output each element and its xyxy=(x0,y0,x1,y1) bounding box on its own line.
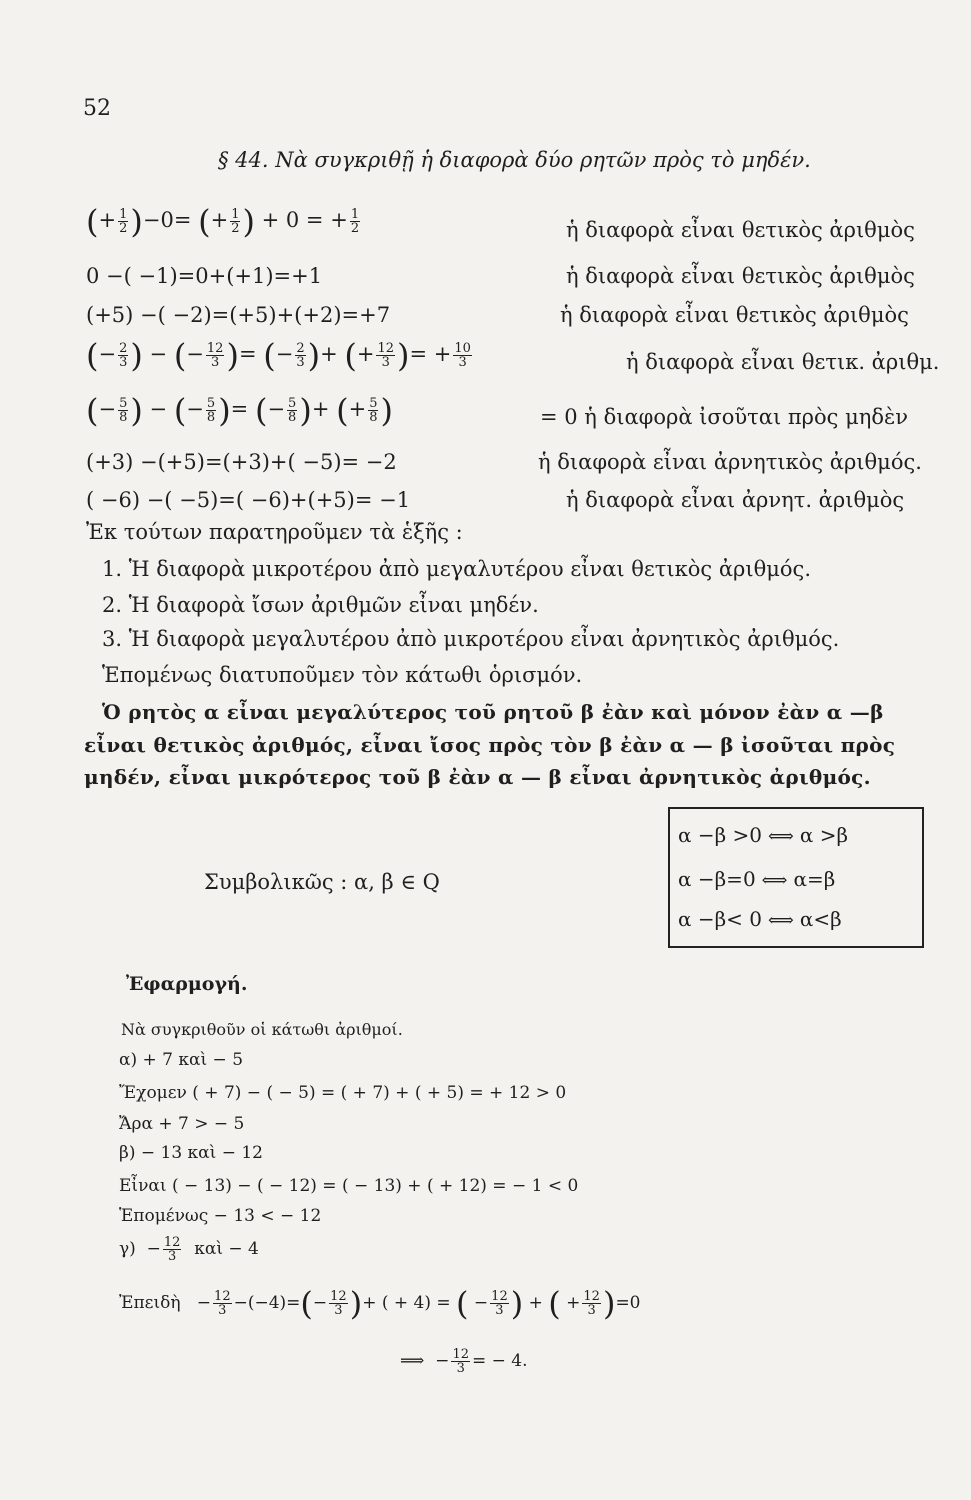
equation-row-2: 0 −( −1)=0+(+1)=+1 xyxy=(86,264,323,288)
example-c-line-3: ⟹ − $\frac{12}{3}$ = − 4. xyxy=(400,1347,528,1376)
application-intro: Νὰ συγκριθοῦν οἱ κάτωθι ἀριθμοί. xyxy=(121,1020,403,1039)
equation-row-4: (− $\frac{2}{3}$ ) − (− $\frac{12}{3}$ )= (− $\frac{2}{3}$ )+ (+ $\frac{12}{3}$ )= + $\frac{10}{3}$ xyxy=(86,336,471,375)
row-3-conclusion: ἡ διαφορὰ εἶναι θετικὸς ἀριθμὸς xyxy=(560,303,909,327)
implies-arrow-icon: ⟹ xyxy=(400,1351,425,1371)
example-c-label: γ) xyxy=(119,1239,136,1259)
application-title: Ἐφαρμογή. xyxy=(126,973,248,995)
equation-row-7: ( −6) −( −5)=( −6)+(+5)= −1 xyxy=(86,488,411,512)
box-row-3-left: α −β< 0 xyxy=(678,907,763,931)
box-row-1-right: α >β xyxy=(799,823,849,847)
example-b-line-2: Εἶναι ( − 13) − ( − 12) = ( − 13) + ( + 12) = − 1 < 0 xyxy=(119,1176,579,1196)
row-5-conclusion: = 0 ἡ διαφορὰ ἰσοῦται πρὸς μηδὲν xyxy=(540,405,908,429)
row-1-conclusion: ἡ διαφορὰ εἶναι θετικὸς ἀριθμὸς xyxy=(566,218,915,242)
row-2-conclusion: ἡ διαφορὰ εἶναι θετικὸς ἀριθμὸς xyxy=(566,264,915,288)
example-c-and: καὶ − 4 xyxy=(194,1239,259,1259)
symbolic-label: Συμβολικῶς : α, β ∈ Q xyxy=(204,870,440,894)
example-b-line-1: β) − 13 καὶ − 12 xyxy=(119,1143,264,1163)
box-row-1 xyxy=(678,823,848,847)
box-row-3-right: α<β xyxy=(799,907,842,931)
equation-row-6: (+3) −(+5)=(+3)+( −5)= −2 xyxy=(86,450,397,474)
definition-line-1: Ὁ ρητὸς α εἶναι μεγαλύτερος τοῦ ρητοῦ β ἐὰν καὶ μόνον ἐὰν α —β xyxy=(102,700,884,724)
row-7-conclusion: ἡ διαφορὰ εἶναι ἀρνητ. ἀριθμὸς xyxy=(566,488,905,512)
row-6-conclusion: ἡ διαφορὰ εἶναι ἀρνητικὸς ἀριθμός. xyxy=(538,450,922,474)
definition-line-2: εἶναι θετικὸς ἀριθμός, εἶναι ἴσος πρὸς τὸν β ἐὰν α — β ἰσοῦται πρὸς xyxy=(84,733,896,757)
box-row-1-left: α −β >0 xyxy=(678,823,763,847)
equation-row-5: (− $\frac{5}{8}$ ) − (− $\frac{5}{8}$ )= (− $\frac{5}{8}$ )+ (+ $\frac{5}{8}$ ) xyxy=(86,391,393,430)
point-1: 1. Ἡ διαφορὰ μικροτέρου ἀπὸ μεγαλυτέρου εἶναι θετικὸς ἀριθμός. xyxy=(102,557,811,581)
example-a-line-1: α) + 7 καὶ − 5 xyxy=(119,1050,244,1070)
box-row-2-right: α=β xyxy=(793,867,836,891)
iff-arrow-icon: ⟺ xyxy=(768,910,794,931)
therefore-line: Ἑπομένως διατυποῦμεν τὸν κάτωθι ὁρισμόν. xyxy=(102,663,583,687)
equation-row-1: (+ $\frac{1}{2}$ )−0= (+ $\frac{1}{2}$ ) + 0 = + $\frac{1}{2}$ xyxy=(86,202,360,241)
example-c-line-1: γ) − $\frac{12}{3}$ καὶ − 4 xyxy=(119,1235,259,1264)
example-b-line-3: Ἑπομένως − 13 < − 12 xyxy=(119,1206,322,1226)
box-row-2 xyxy=(678,867,835,891)
point-3: 3. Ἡ διαφορὰ μεγαλυτέρου ἀπὸ μικροτέρου εἶναι ἀρνητικὸς ἀριθμός. xyxy=(102,627,840,651)
example-a-line-3: Ἄρα + 7 > − 5 xyxy=(119,1114,245,1134)
equation-row-3: (+5) −( −2)=(+5)+(+2)=+7 xyxy=(86,303,391,327)
example-c-since: Ἐπειδὴ xyxy=(119,1293,181,1313)
row-4-conclusion: ἡ διαφορὰ εἶναι θετικ. ἀριθμ. xyxy=(626,350,940,374)
page-number: 52 xyxy=(83,96,111,121)
definition-line-3: μηδέν, εἶναι μικρότερος τοῦ β ἐὰν α — β εἶναι ἀρνητικὸς ἀριθμός. xyxy=(84,765,871,789)
section-title: § 44. Νὰ συγκριθῇ ἡ διαφορὰ δύο ρητῶν πρὸς τὸ μηδέν. xyxy=(218,148,811,172)
observation-line: Ἐκ τούτων παρατηροῦμεν τὰ ἑξῆς : xyxy=(86,520,463,544)
point-2: 2. Ἡ διαφορὰ ἴσων ἀριθμῶν εἶναι μηδέν. xyxy=(102,593,539,617)
iff-arrow-icon: ⟺ xyxy=(768,826,794,847)
box-row-2-left: α −β=0 xyxy=(678,867,756,891)
example-c-line-2: Ἐπειδὴ − $\frac{12}{3}$ −(−4)=(− $\frac{12}{3}$ )+ ( + 4) = ( − $\frac{12}{3}$ ) + ( + $\frac{12}{3}$ )=0 xyxy=(119,1284,641,1323)
iff-arrow-icon: ⟺ xyxy=(761,870,788,891)
definition-box xyxy=(668,807,924,948)
example-a-line-2: Ἔχομεν ( + 7) − ( − 5) = ( + 7) + ( + 5) = + 12 > 0 xyxy=(119,1083,567,1103)
box-row-3 xyxy=(678,907,842,931)
